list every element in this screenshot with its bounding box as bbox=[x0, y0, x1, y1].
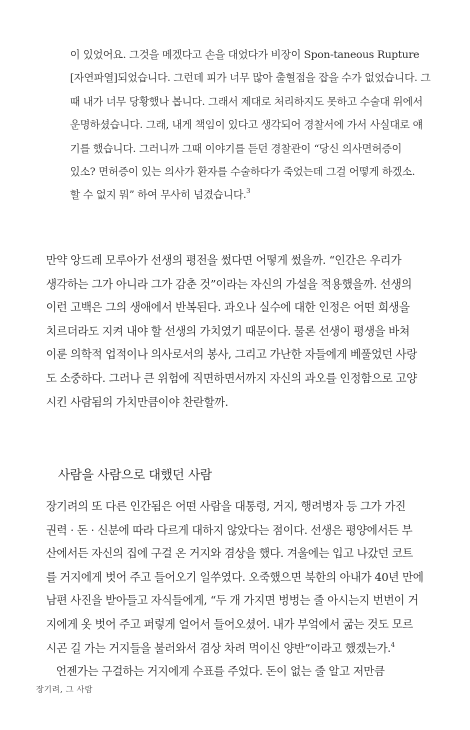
paragraph-line: 를 거지에게 벗어 주고 들어오기 일쑤였다. 오죽했으면 북한의 아내가 40년 만에 bbox=[46, 570, 424, 584]
footnote-marker: 3 bbox=[246, 187, 251, 196]
quote-line-last bbox=[70, 184, 442, 207]
paragraph-line: 장기려의 또 다른 인간됨은 어떤 사람을 대통령, 거지, 행려병자 등 그가 가진 bbox=[46, 500, 406, 513]
quote-line: 기를 했습니다. 그러니까 그때 이야기를 듣던 경찰관이 “당신 의사면허증이 bbox=[70, 142, 402, 155]
paragraph-line: 이룬 의학적 업적이나 의사로서의 봉사, 그리고 가난한 자들에게 베풀었던 사랑 bbox=[46, 348, 417, 362]
running-footer: 장기려, 그 사람 bbox=[36, 685, 93, 694]
quote-line: 때 내가 너무 당황했나 봅니다. 그래서 제대로 처리하지도 못하고 수술대 위에서 bbox=[70, 95, 423, 108]
paragraph-line: 언젠가는 구걸하는 거지에게 수표를 주었다. 돈이 없는 줄 알고 저만큼 bbox=[56, 665, 385, 679]
quote-line: 이 있었어요. 그것을 메겠다고 손을 대었다가 비장이 Spon-taneous Rupture bbox=[70, 49, 420, 61]
paragraph-line: 이런 고백은 그의 생애에서 반복된다. 과오나 실수에 대한 인정은 어떤 희생을 bbox=[46, 301, 410, 315]
paragraph-line: 산에서든 자신의 집에 구걸 온 거지와 겸상을 했다. 겨울에는 입고 나갔던 코트 bbox=[46, 547, 413, 561]
paragraph-last-text: 시곤 길 가는 거지들을 불러와서 겸상 차려 먹이신 양반”이라고 했겠는가. bbox=[46, 641, 391, 655]
section-heading: 사람을 사람으로 대했던 사람 bbox=[58, 467, 212, 482]
paragraph-line: 시킨 사람됨의 가치만큼이야 찬란할까. bbox=[46, 395, 229, 409]
paragraph-line-last bbox=[46, 637, 446, 661]
paragraph-line: 지에게 옷 벗어 주고 퍼렇게 얼어서 들어오셨어. 내가 부엌에서 굶는 것도 모르 bbox=[46, 617, 413, 631]
paragraph-1 bbox=[46, 249, 446, 414]
paragraph-line: 남편 사진을 받아들고 자식들에게, “두 개 가지면 벙벙는 줄 아시는지 번번이 거 bbox=[46, 594, 419, 608]
footnote-marker: 4 bbox=[390, 640, 395, 649]
paragraph-line: 만약 앙드레 모루아가 선생의 평전을 썼다면 어떻게 썼을까. “인간은 우리가 bbox=[46, 254, 402, 267]
quote-line: 있소? 면허증이 있는 의사가 환자를 수술하다가 죽었는데 그걸 어떻게 하겠소. bbox=[70, 165, 416, 178]
paragraph-line: 도 소중하다. 그러나 큰 위험에 직면하면서까지 자신의 과오를 인정함으로 고양 bbox=[46, 371, 417, 385]
paragraph-2 bbox=[46, 495, 446, 684]
paragraph-line: 치르더라도 지켜 내야 할 선생의 가치였기 때문이다. 물론 선생이 평생을 바쳐 bbox=[46, 324, 410, 338]
quote-line: [자연파열]되었습니다. 그런데 피가 너무 많아 출혈점을 잡을 수가 없었습니다. 그 bbox=[70, 72, 431, 85]
quote-line: 운명하셨습니다. 그래, 내게 책임이 있다고 생각되어 경찰서에 가서 사실대로 얘 bbox=[70, 119, 423, 132]
paragraph-line: 생각하는 그가 아니라 그가 감춘 것”이라는 자신의 가설을 적용했을까. 선생의 bbox=[46, 277, 412, 291]
block-quote bbox=[70, 44, 442, 208]
quote-last-text: 할 수 없지 뭐” 하여 무사히 넘겼습니다. bbox=[70, 189, 247, 202]
paragraph-line: 권력 · 돈 · 신분에 따라 다르게 대하지 않았다는 점이다. 선생은 평양에서든 부 bbox=[46, 523, 413, 537]
